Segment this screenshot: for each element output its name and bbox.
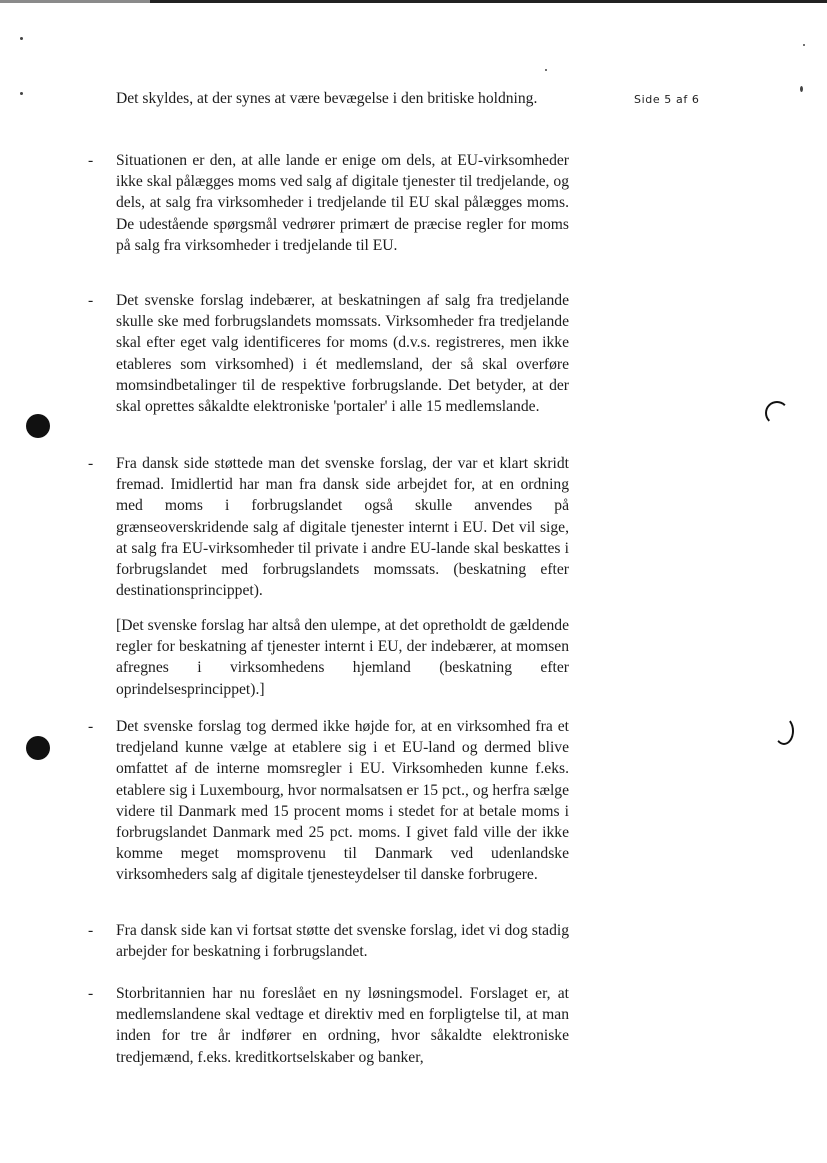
paragraph-8: Storbritannien har nu foreslået en ny løsningsmodel. Forslaget er, at medlemslandene skal vedtage et direktiv med en forpligtelse til, at man inden for tre år indfører en ordning, hvor såkaldte elektroniske tredjemænd, f.eks. kreditkortselskaber og banker, [116, 985, 569, 1066]
scan-speck [20, 92, 23, 95]
paragraph-5: [Det svenske forslag har altså den ulempe, at det opretholdt de gældende regler for beskatning af tjenester internt i EU, der indebærer, at momsen afregnes i virksomhedens hjemland (beskatning efter oprindelsesprincippet).] [116, 617, 569, 698]
bullet-dash: - [88, 455, 94, 472]
paragraph-3: Det svenske forslag indebærer, at beskatningen af salg fra tredjelande skulle ske med forbrugslandets momssats. Virksomheder fra tredjelande skal efter eget valg identificeres for moms (d.v.s. registreres, men ikke etableres som virksomhed) i ét medlemsland, der så skal overføre momsindbetalinger til de respektive forbrugslande. Det betyder, at der skal oprettes såkaldte elektroniske 'portaler' i alle 15 medlemslande. [116, 292, 569, 416]
paragraph-7: Fra dansk side kan vi fortsat støtte det svenske forslag, idet vi dog stadig arbejder for beskatning i forbrugslandet. [116, 922, 570, 961]
top-scan-edge-light [0, 0, 150, 3]
punch-hole [26, 414, 50, 438]
scan-speck [20, 37, 23, 40]
bullet-dash: - [88, 985, 94, 1002]
bullet-dash: - [88, 152, 94, 169]
paragraph-6: Det svenske forslag tog dermed ikke højde for, at en virksomhed fra et tredjeland kunne vælge at etablere sig i et EU-land og dermed blive omfattet af de interne momsregler i EU. Virksomheden kunne f.eks. etablere sig i Luxembourg, hvor normalsatsen er 15 pct., og herfra sælge videre til Danmark med 15 procent moms i stedet for at betale moms i forbrugslandet Danmark med 25 pct. moms. I givet fald ville der ikke komme meget momsprovenu til Danmark ved udenlandske virksomheders salg af digitale tjenesteydelser til danske forbrugere. [116, 718, 569, 884]
bullet-dash: - [88, 922, 94, 939]
punch-hole [26, 736, 50, 760]
page-number: Side 5 af 6 [634, 93, 700, 106]
scan-mark [765, 401, 789, 425]
bullet-dash: - [88, 718, 94, 735]
scan-speck [800, 86, 803, 92]
paragraph-4: Fra dansk side støttede man det svenske forslag, der var et klart skridt fremad. Imidlertid har man fra dansk side arbejdet for, at en ordning med moms i forbrugslandet også skulle anvendes på grænseoverskridende salg af digitale tjenester internt i EU. Det vil sige, at salg fra EU-virksomheder til private i andre EU-lande skal beskattes i forbrugslandet med forbrugslandets momssats. (beskatning efter destinationsprincippet). [116, 455, 569, 600]
scan-speck [803, 44, 805, 46]
paragraph-2: Situationen er den, at alle lande er enige om dels, at EU-virksomheder ikke skal pålægges moms ved salg af digitale tjenester til tredjelande, og dels, at salg fra virksomheder i tredjelande til EU skal pålægges moms. De udestående spørgsmål vedrører primært de præcise regler for moms på salg fra virksomheder i tredjelande til EU. [116, 152, 569, 254]
paragraph-1: Det skyldes, at der synes at være bevægelse i den britiske holdning. [116, 90, 538, 107]
bullet-dash: - [88, 292, 94, 309]
scan-speck [545, 69, 547, 71]
scan-mark [774, 717, 794, 745]
